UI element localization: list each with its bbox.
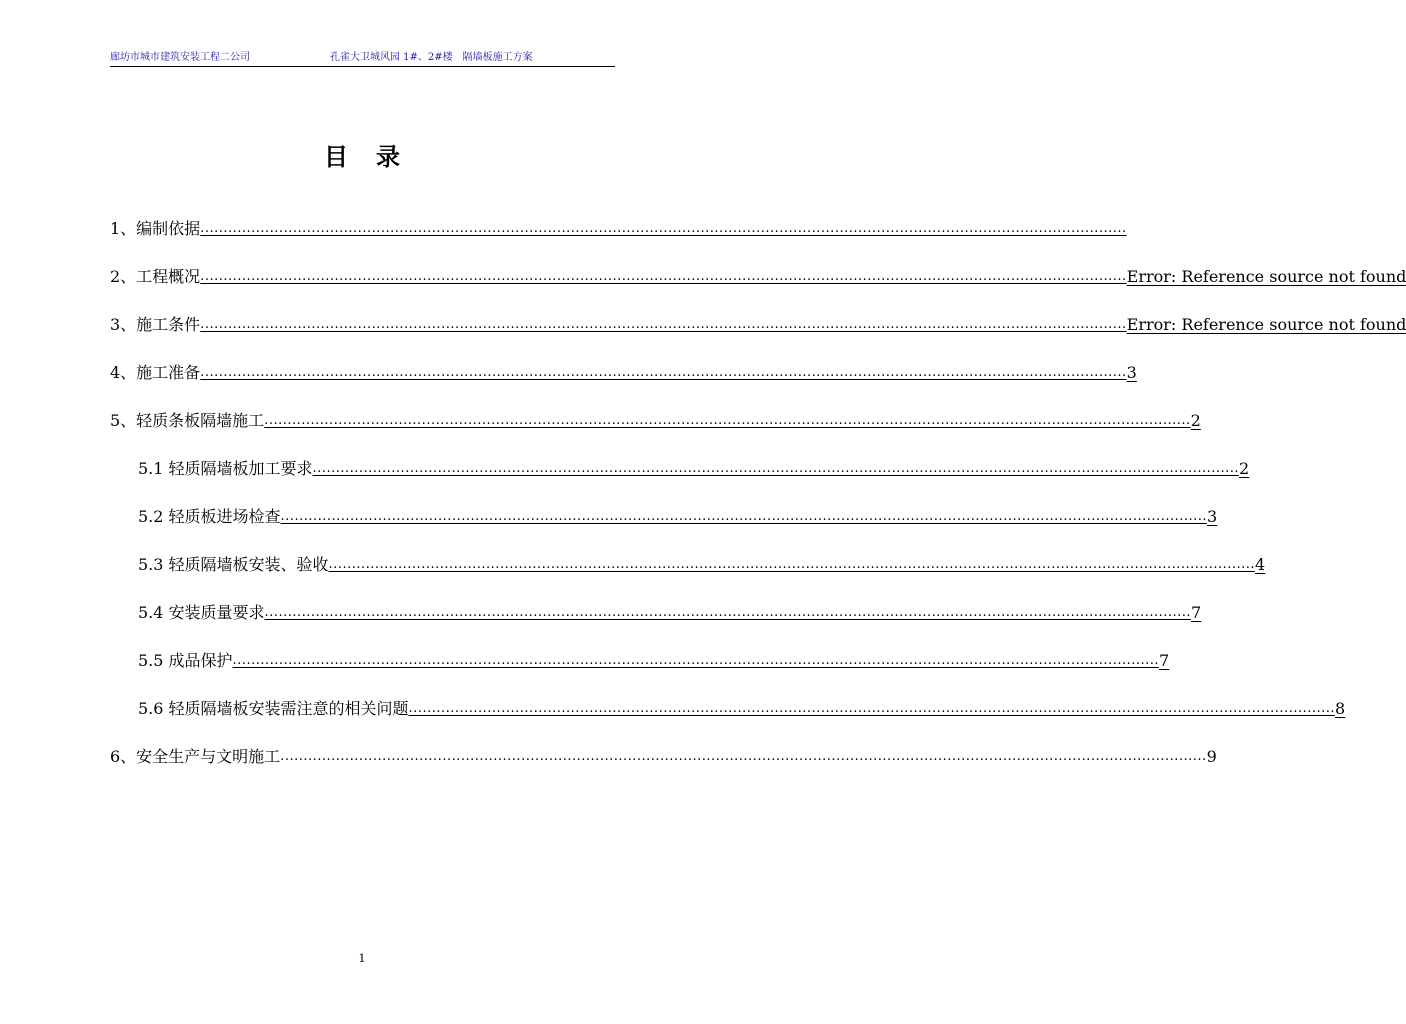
toc-entry-5-1[interactable] xyxy=(138,456,1250,480)
toc-entry-page: 2 xyxy=(1190,411,1201,430)
toc-entry-page: 3 xyxy=(1207,507,1218,526)
toc-entry-5-5[interactable] xyxy=(138,648,1170,672)
toc-entry-5-6[interactable] xyxy=(138,696,1346,720)
page-number: 1 xyxy=(358,952,366,965)
toc-entry-page: Error: Reference source not found xyxy=(1126,315,1406,334)
toc-entry-page: 7 xyxy=(1159,651,1170,670)
toc-leader-dots: ........................................................................................................................................................................................................ xyxy=(200,221,1127,236)
toc-entry-label: 5.2 轻质板进场检查 xyxy=(138,507,281,526)
toc-entry-label: 3、施工条件 xyxy=(110,315,201,334)
toc-entry-page: 8 xyxy=(1335,699,1346,718)
toc-leader-dots: ........................................................................................................................................................................................................ xyxy=(328,557,1256,572)
toc-title: 目录 xyxy=(324,143,428,171)
toc-entry-page: 7 xyxy=(1191,603,1202,622)
toc-entry-5[interactable] xyxy=(110,408,1201,432)
toc-leader-dots: ........................................................................................................................................................................................................ xyxy=(264,605,1192,620)
toc-entry-page: Error: Reference source not found xyxy=(1126,267,1406,286)
toc-entry-label: 5.5 成品保护 xyxy=(138,651,233,670)
toc-entry-3[interactable] xyxy=(110,312,1406,336)
toc-entry-5-3[interactable] xyxy=(138,552,1266,576)
toc-leader-dots: ........................................................................................................................................................................................................ xyxy=(200,269,1127,284)
toc-leader-dots: ........................................................................................................................................................................................................ xyxy=(312,461,1240,476)
toc-entry-5-2[interactable] xyxy=(138,504,1218,528)
toc-entry-page: 4 xyxy=(1255,555,1266,574)
toc-entry-label: 5.4 安装质量要求 xyxy=(138,603,265,622)
header-project: 孔雀大卫城风园 1#、2#楼 隔墙板施工方案 xyxy=(330,52,533,63)
toc-entry-page: 3 xyxy=(1126,363,1137,382)
toc-leader-dots: ........................................................................................................................................................................................................ xyxy=(280,509,1208,524)
toc-entry-label: 4、施工准备 xyxy=(110,363,201,382)
toc-entry-4[interactable] xyxy=(110,360,1137,384)
header-company: 廊坊市城市建筑安装工程二公司 xyxy=(110,52,250,63)
toc-entry-label: 6、安全生产与文明施工 xyxy=(110,747,281,766)
toc-leader-dots: ........................................................................................................................................................................................................ xyxy=(200,317,1127,332)
toc-entry-label: 5.3 轻质隔墙板安装、验收 xyxy=(138,555,329,574)
toc-leader-dots: ........................................................................................................................................................................................................ xyxy=(264,413,1191,428)
toc-leader-dots: ........................................................................................................................................................................................................ xyxy=(200,365,1127,380)
toc-leader-dots: ........................................................................................................................................................................................................ xyxy=(232,653,1160,668)
toc-entry-label: 5.6 轻质隔墙板安装需注意的相关问题 xyxy=(138,699,409,718)
toc-leader-dots: ........................................................................................................................................................................................................ xyxy=(280,749,1207,764)
toc-leader-dots: ........................................................................................................................................................................................................ xyxy=(408,701,1336,716)
toc-entry-label: 1、编制依据 xyxy=(110,219,201,238)
toc-entry-label: 5、轻质条板隔墙施工 xyxy=(110,411,265,430)
toc-entry-label: 5.1 轻质隔墙板加工要求 xyxy=(138,459,313,478)
toc-entry-page: 2 xyxy=(1239,459,1250,478)
toc-entry-5-4[interactable] xyxy=(138,600,1202,624)
toc-entry-6[interactable] xyxy=(110,744,1217,768)
toc-entry-2[interactable] xyxy=(110,264,1406,288)
toc-entry-1[interactable] xyxy=(110,216,1127,240)
toc-entry-label: 2、工程概况 xyxy=(110,267,201,286)
toc-entry-page: 9 xyxy=(1206,747,1217,766)
